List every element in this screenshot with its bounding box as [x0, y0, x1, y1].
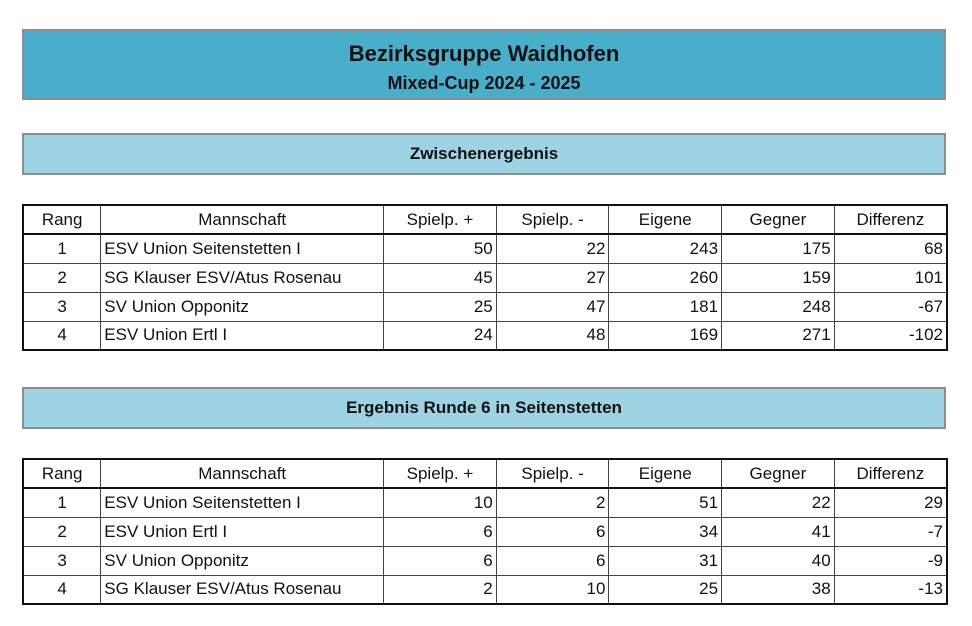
cell-points-minus: 22: [496, 234, 609, 263]
cell-rang: 3: [23, 292, 101, 321]
cell-points-plus: 10: [384, 488, 497, 517]
cell-points-plus: 50: [384, 234, 497, 263]
column-header-points-plus: Spielp. +: [384, 459, 497, 488]
cell-own: 169: [609, 321, 722, 350]
cell-points-minus: 47: [496, 292, 609, 321]
column-header-rang: Rang: [23, 205, 101, 234]
table-header-row: [23, 205, 947, 234]
cell-points-minus: 27: [496, 263, 609, 292]
cell-rang: 1: [23, 488, 101, 517]
cell-opponent: 175: [722, 234, 835, 263]
column-header-difference: Differenz: [834, 459, 947, 488]
table-row: [23, 546, 947, 575]
column-header-own: Eigene: [609, 459, 722, 488]
cell-team: SV Union Opponitz: [101, 546, 384, 575]
round-results-table: [22, 458, 948, 605]
cell-own: 31: [609, 546, 722, 575]
cell-points-minus: 2: [496, 488, 609, 517]
cell-team: ESV Union Seitenstetten I: [101, 234, 384, 263]
cell-team: SV Union Opponitz: [101, 292, 384, 321]
cell-points-minus: 6: [496, 517, 609, 546]
cell-own: 181: [609, 292, 722, 321]
cell-own: 34: [609, 517, 722, 546]
column-header-difference: Differenz: [834, 205, 947, 234]
cell-rang: 3: [23, 546, 101, 575]
cell-rang: 4: [23, 321, 101, 350]
cell-opponent: 38: [722, 575, 835, 604]
cell-team: ESV Union Ertl I: [101, 321, 384, 350]
cell-team: ESV Union Ertl I: [101, 517, 384, 546]
page-subtitle: Mixed-Cup 2024 - 2025: [387, 73, 581, 93]
table-row: [23, 575, 947, 604]
cell-rang: 2: [23, 263, 101, 292]
cell-difference: -13: [834, 575, 947, 604]
cell-points-plus: 24: [384, 321, 497, 350]
cell-opponent: 159: [722, 263, 835, 292]
cell-opponent: 40: [722, 546, 835, 575]
cell-opponent: 271: [722, 321, 835, 350]
column-header-own: Eigene: [609, 205, 722, 234]
table-row: [23, 234, 947, 263]
section-title-round: Ergebnis Runde 6 in Seitenstetten: [22, 387, 946, 429]
page-title: Bezirksgruppe Waidhofen: [348, 41, 620, 66]
cell-points-minus: 10: [496, 575, 609, 604]
table-row: [23, 263, 947, 292]
cell-own: 25: [609, 575, 722, 604]
cell-own: 260: [609, 263, 722, 292]
table-row: [23, 292, 947, 321]
cell-rang: 1: [23, 234, 101, 263]
table-row: [23, 517, 947, 546]
cell-points-plus: 6: [384, 517, 497, 546]
cell-opponent: 41: [722, 517, 835, 546]
cell-points-plus: 45: [384, 263, 497, 292]
table-row: [23, 488, 947, 517]
column-header-opponent: Gegner: [722, 459, 835, 488]
section-title-interim: Zwischenergebnis: [22, 133, 946, 175]
interim-results-table: [22, 204, 948, 351]
cell-difference: -9: [834, 546, 947, 575]
column-header-points-minus: Spielp. -: [496, 205, 609, 234]
cell-opponent: 248: [722, 292, 835, 321]
column-header-points-plus: Spielp. +: [384, 205, 497, 234]
cell-points-plus: 25: [384, 292, 497, 321]
table-row: [23, 321, 947, 350]
cell-rang: 2: [23, 517, 101, 546]
column-header-rang: Rang: [23, 459, 101, 488]
cell-difference: -102: [834, 321, 947, 350]
cell-points-minus: 48: [496, 321, 609, 350]
cell-points-minus: 6: [496, 546, 609, 575]
cell-opponent: 22: [722, 488, 835, 517]
page-header: [22, 29, 946, 100]
cell-difference: -67: [834, 292, 947, 321]
cell-rang: 4: [23, 575, 101, 604]
cell-difference: 101: [834, 263, 947, 292]
column-header-team: Mannschaft: [101, 459, 384, 488]
cell-own: 243: [609, 234, 722, 263]
cell-team: SG Klauser ESV/Atus Rosenau: [101, 575, 384, 604]
table-header-row: [23, 459, 947, 488]
column-header-points-minus: Spielp. -: [496, 459, 609, 488]
column-header-opponent: Gegner: [722, 205, 835, 234]
cell-points-plus: 2: [384, 575, 497, 604]
cell-own: 51: [609, 488, 722, 517]
cell-difference: 29: [834, 488, 947, 517]
cell-team: SG Klauser ESV/Atus Rosenau: [101, 263, 384, 292]
cell-difference: 68: [834, 234, 947, 263]
column-header-team: Mannschaft: [101, 205, 384, 234]
cell-team: ESV Union Seitenstetten I: [101, 488, 384, 517]
cell-difference: -7: [834, 517, 947, 546]
cell-points-plus: 6: [384, 546, 497, 575]
